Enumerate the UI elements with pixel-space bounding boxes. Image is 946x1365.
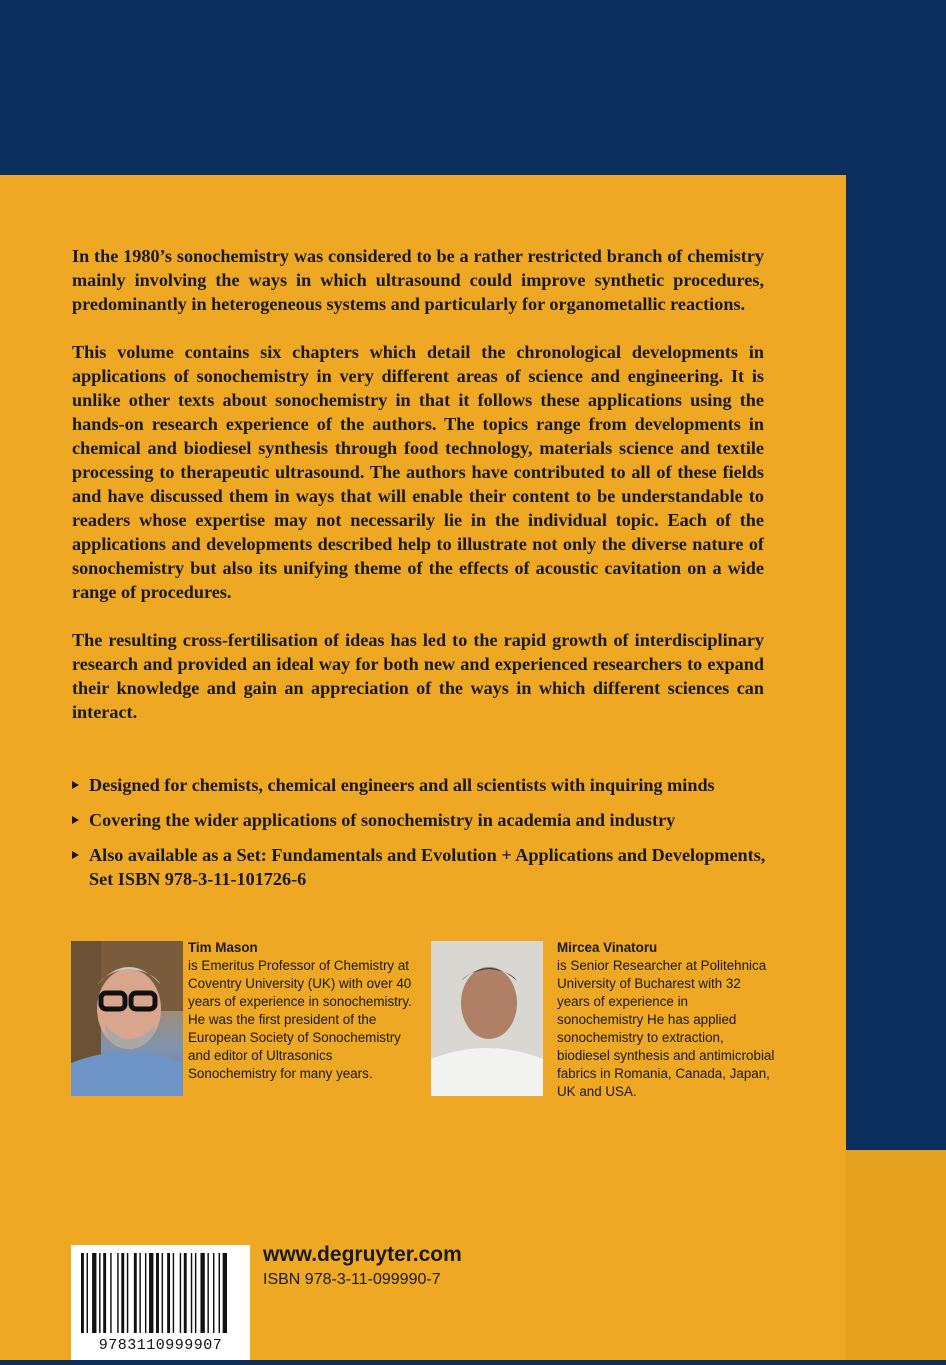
bullet-text: Designed for chemists, chemical engineers and all scientists with inquiring minds <box>89 775 715 795</box>
list-item <box>72 843 772 891</box>
author-bio-tim-mason <box>188 939 418 1083</box>
author-bio: is Senior Researcher at Politehnica University of Bucharest with 32 years of experience in sonochemistry He has applied sonochemistry to extraction, biodiesel synthesis and antimicrobial fabrics in Romania, Canada, Japan, UK and USA. <box>557 958 775 1099</box>
author-photo-tim-mason <box>71 941 183 1096</box>
barcode <box>71 1245 250 1360</box>
author-name: Mircea Vinatoru <box>557 940 658 955</box>
navy-right-band <box>846 175 946 1150</box>
list-item <box>72 808 772 832</box>
list-item <box>72 773 772 797</box>
isbn-number: ISBN 978-3-11-099990-7 <box>263 1271 441 1288</box>
gold-corner-strip <box>846 1150 946 1360</box>
blurb-paragraph-1: In the 1980’s sonochemistry was considered to be a rather restricted branch of chemistry mainly involving the ways in which ultrasound could improve synthetic procedures, predominantly in heterogeneous systems and particularly for organometallic reactions. <box>72 246 764 314</box>
bullet-triangle-icon <box>72 781 79 789</box>
bullet-text: Also available as a Set: Fundamentals and Evolution + Applications and Developments, Set ISBN 978-3-11-101726-6 <box>89 845 766 889</box>
feature-list <box>72 773 772 902</box>
blurb-paragraph-2: This volume contains six chapters which detail the chronological developments in applications of sonochemistry in very different areas of science and engineering. It is unlike other texts about sonochemistry in that it follows these applications using the hands-on research experience of the authors. The topics range from developments in chemical and biodiesel synthesis through food technology, materials science and textile processing to therapeutic ultrasound. The authors have contributed to all of these fields and have discussed them in ways that will enable their content to be understandable to readers whose expertise may not necessarily lie in the individual topic. Each of the applications and developments described help to illustrate not only the diverse nature of sonochemistry but also its unifying theme of the effects of acoustic cavitation on a wide range of procedures. <box>72 342 764 602</box>
bullet-triangle-icon <box>72 816 79 824</box>
author-bio-mircea-vinatoru <box>557 939 777 1101</box>
author-photo-mircea-vinatoru <box>431 941 543 1096</box>
blurb-paragraph-3: The resulting cross-fertilisation of ideas has led to the rapid growth of interdisciplinary research and provided an ideal way for both new and experienced researchers to expand their knowledge and gain an appreciation of the ways in which different sciences can interact. <box>72 630 764 722</box>
back-cover-panel <box>0 175 846 1360</box>
author-bio: is Emeritus Professor of Chemistry at Coventry University (UK) with over 40 years of experience in sonochemistry. He was the first president of the European Society of Sonochemistry and editor of Ultrasonics Sonochemistry for many years. <box>188 958 412 1081</box>
publisher-website: www.degruyter.com <box>263 1243 462 1266</box>
navy-top-band <box>0 0 946 175</box>
blurb <box>72 244 764 748</box>
bullet-text: Covering the wider applications of sonochemistry in academia and industry <box>89 810 676 830</box>
bullet-triangle-icon <box>72 851 79 859</box>
author-name: Tim Mason <box>188 940 258 955</box>
barcode-digits: 9783110999907 <box>98 1337 223 1354</box>
